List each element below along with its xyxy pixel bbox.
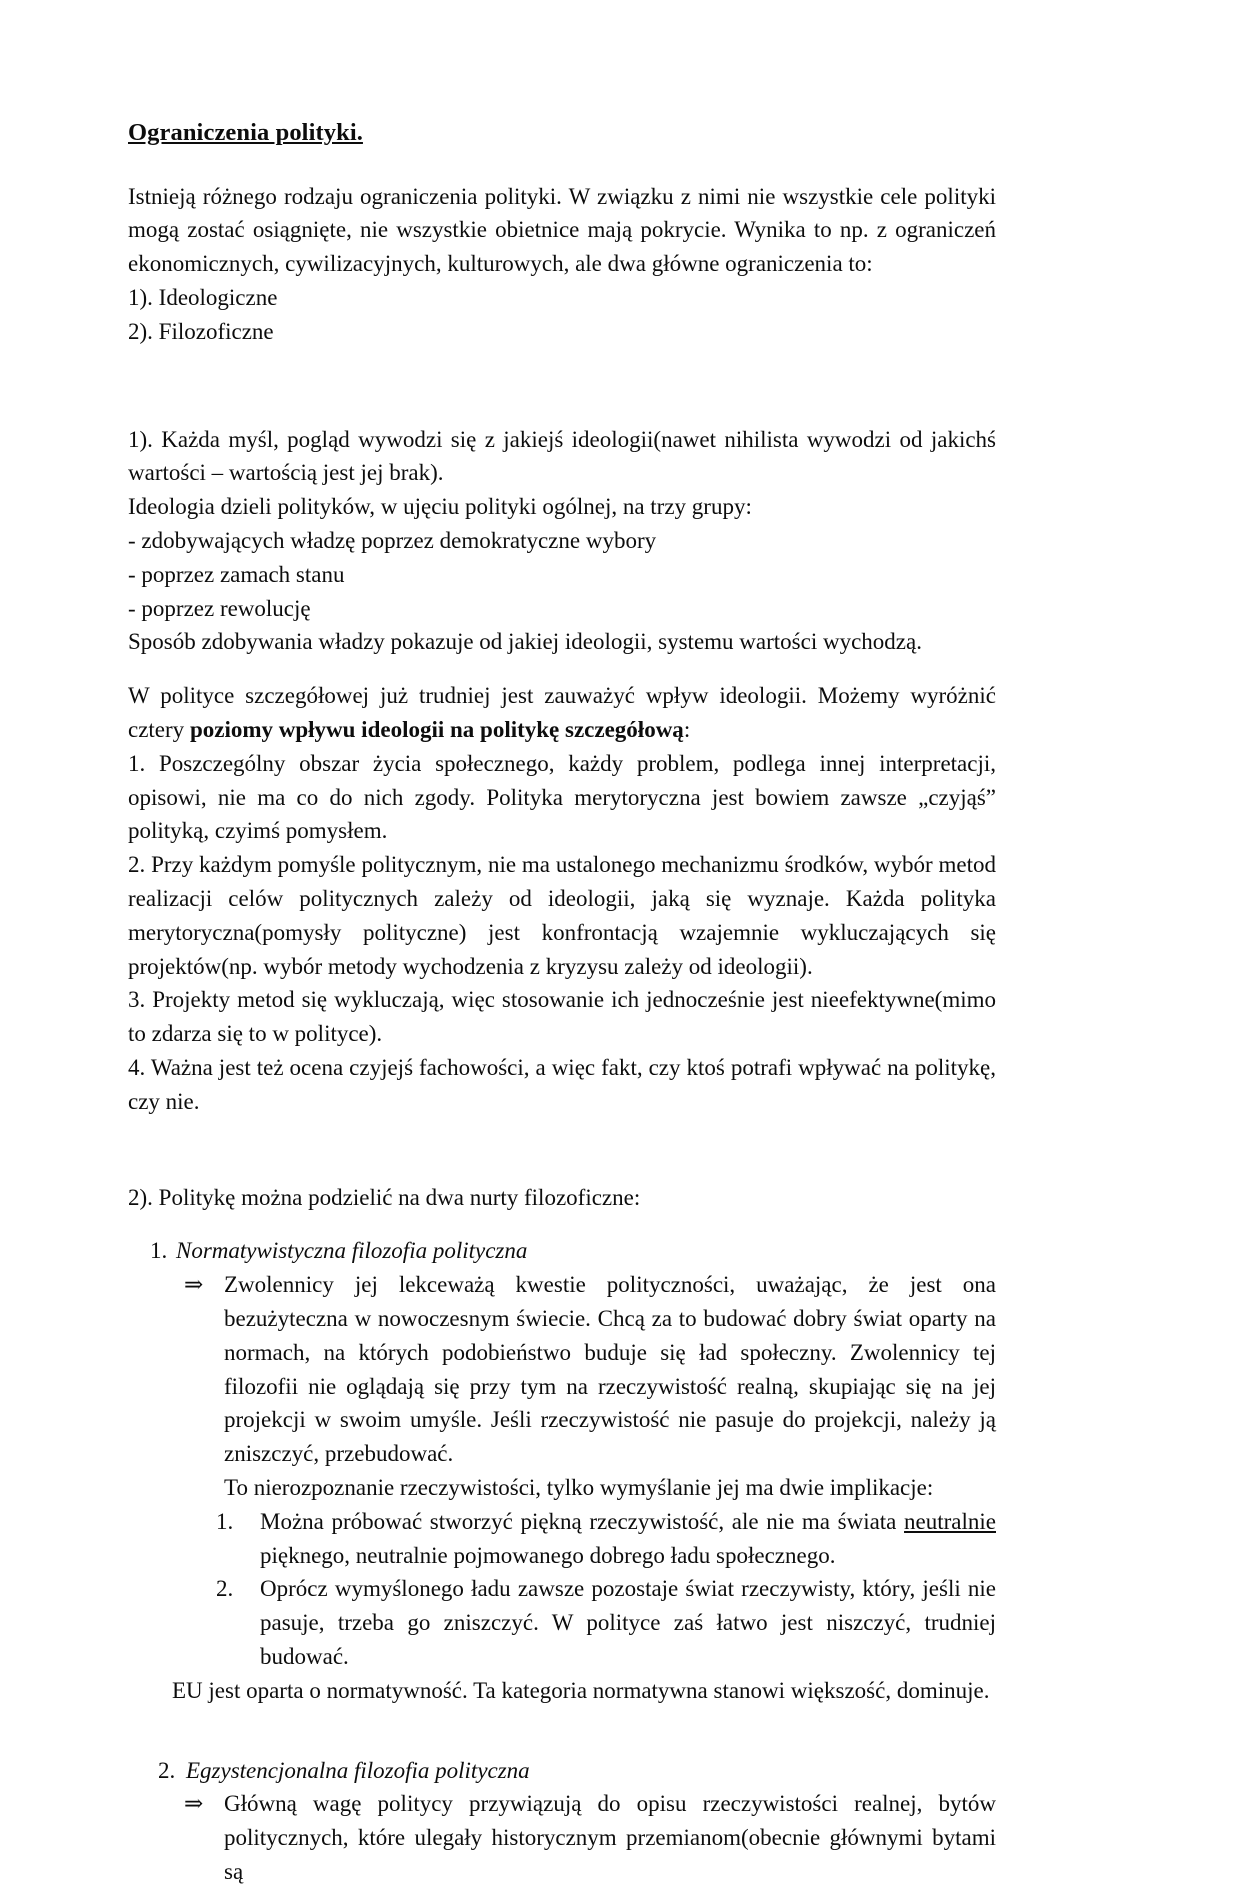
group-item-wybory: - zdobywających władzę poprzez demokratyczne wybory <box>128 528 657 553</box>
limit-item-filozoficzne: 2). Filozoficzne <box>128 318 274 344</box>
implication-text-after: pięknego, neutralnie pojmowanego dobrego ładu społecznego. <box>260 1542 836 1568</box>
section-one-conclusion: Sposób zdobywania władzy pokazuje od jakiej ideologii, systemu wartości wychodzą. <box>128 629 922 655</box>
page-title: Ograniczenia polityki. <box>128 119 363 146</box>
stream-body-normatywistyczna <box>128 1268 996 1471</box>
implications-intro: To nierozpoznanie rzeczywistości, tylko wymyślanie jej ma dwie implikacje: <box>224 1474 934 1500</box>
stream-title: Normatywistyczna filozofia polityczna <box>176 1238 528 1264</box>
stream-number: 2. <box>158 1757 176 1783</box>
implication-item-1 <box>128 1505 996 1573</box>
levels-intro <box>128 679 996 747</box>
spacer <box>128 1708 996 1754</box>
level-item-3: 3. Projekty metod się wykluczają, więc stosowanie ich jednocześnie jest nieefektywne(mimo to zdarza się to w polityce). <box>128 987 996 1047</box>
limit-item-ideologiczne: 1). Ideologiczne <box>128 285 278 311</box>
intro-paragraph: Istnieją różnego rodzaju ograniczenia polityki. W związku z nimi nie wszystkie cele polityki mogą zostać osiągnięte, nie wszystkie obietnice mają pokrycie. Wynika to np. z ograniczeń ekonomicznych, cywilizacyjnych, kulturowych, ale dwa główne ograniczenia to: <box>128 183 996 277</box>
implication-item-2 <box>128 1572 996 1673</box>
group-item-zamach: - poprzez zamach stanu <box>128 561 345 587</box>
stream-closing-eu: EU jest oparta o normatywność. Ta kategoria normatywna stanowi większość, dominuje. <box>172 1677 990 1703</box>
section-two-lead: 2). Politykę można podzielić na dwa nurty filozoficzne: <box>128 1184 641 1210</box>
stream-heading-normatywistyczna <box>128 1234 996 1268</box>
implication-text-before: Można próbować stworzyć piękną rzeczywistość, ale nie ma świata <box>260 1508 905 1534</box>
implication-number: 1. <box>216 1508 234 1534</box>
implication-text-before: Oprócz wymyślonego ładu zawsze pozostaje świat rzeczywisty, który, jeśli nie pasuje, trzeba go zniszczyć. W polityce zaś łatwo jest niszczyć, trudniej budować. <box>260 1576 996 1669</box>
stream-body-text: Zwolennicy jej lekceważą kwestie polityczności, uważając, że jest ona bezużyteczna w nowoczesnym świecie. Chcą za to budować dobry świat oparty na normach, na których podobieństwo buduje się ład społeczny. Zwolennicy tej filozofii nie oglądają się przy tym na rzeczywistość realną, skupiając się na jej projekcji w swoim umyśle. Jeśli rzeczywistość nie pasuje do projekcji, należy ją zniszczyć, przebudować. <box>224 1272 996 1467</box>
double-arrow-icon: ⇒ <box>184 1791 204 1817</box>
stream-heading-egzystencjonalna <box>128 1754 996 1788</box>
levels-intro-after: : <box>683 716 691 742</box>
stream-body-egzystencjonalna <box>128 1787 996 1888</box>
level-item-2: 2. Przy każdym pomyśle politycznym, nie ma ustalonego mechanizmu środków, wybór metod realizacji celów politycznych zależy od ideologii, jaką się wyznaje. Każda polityka merytoryczna(pomysły polityczne) jest konfrontacją wzajemnie wykluczających się projektów(np. wybór metody wychodzenia z kryzysu zależy od ideologii). <box>128 852 996 979</box>
levels-intro-before: W polityce szczegółowej już trudniej jest zauważyć wpływ ideologii. Możemy wyróżnić cztery <box>128 683 996 742</box>
level-item-4: 4. Ważna jest też ocena czyjejś fachowości, a więc fakt, czy ktoś potrafi wpływać na politykę, czy nie. <box>128 1054 996 1114</box>
level-item-1: 1. Poszczególny obszar życia społecznego, każdy problem, podlega innej interpretacji, opisowi, nie ma co do nich zgody. Polityka merytoryczna jest bowiem zawsze „czyjąś” polityką, czyimś pomysłem. <box>128 750 996 844</box>
spacer <box>128 1119 996 1181</box>
stream-body-text: Główną wagę politycy przywiązują do opisu rzeczywistości realnej, bytów politycznych, które ulegały historycznym przemianom(obecnie głównymi bytami są <box>224 1791 996 1884</box>
spacer <box>128 349 996 423</box>
group-item-rewolucja: - poprzez rewolucję <box>128 595 311 621</box>
levels-intro-bold: poziomy wpływu ideologii na politykę szczegółową <box>189 716 684 742</box>
implication-text-underlined: neutralnie <box>904 1508 996 1534</box>
double-arrow-icon: ⇒ <box>184 1272 204 1298</box>
stream-number: 1. <box>150 1238 168 1264</box>
spacer <box>128 1214 996 1234</box>
section-one-division-intro: Ideologia dzieli polityków, w ujęciu polityki ogólnej, na trzy grupy: <box>128 494 752 520</box>
document-body <box>128 118 996 1889</box>
section-one-lead: 1). Każda myśl, pogląd wywodzi się z jakiejś ideologii(nawet nihilista wywodzi od jakichś wartości – wartością jest jej brak). <box>128 426 996 486</box>
stream-title: Egzystencjonalna filozofia polityczna <box>186 1757 530 1783</box>
implication-number: 2. <box>216 1576 234 1602</box>
spacer <box>128 659 996 679</box>
